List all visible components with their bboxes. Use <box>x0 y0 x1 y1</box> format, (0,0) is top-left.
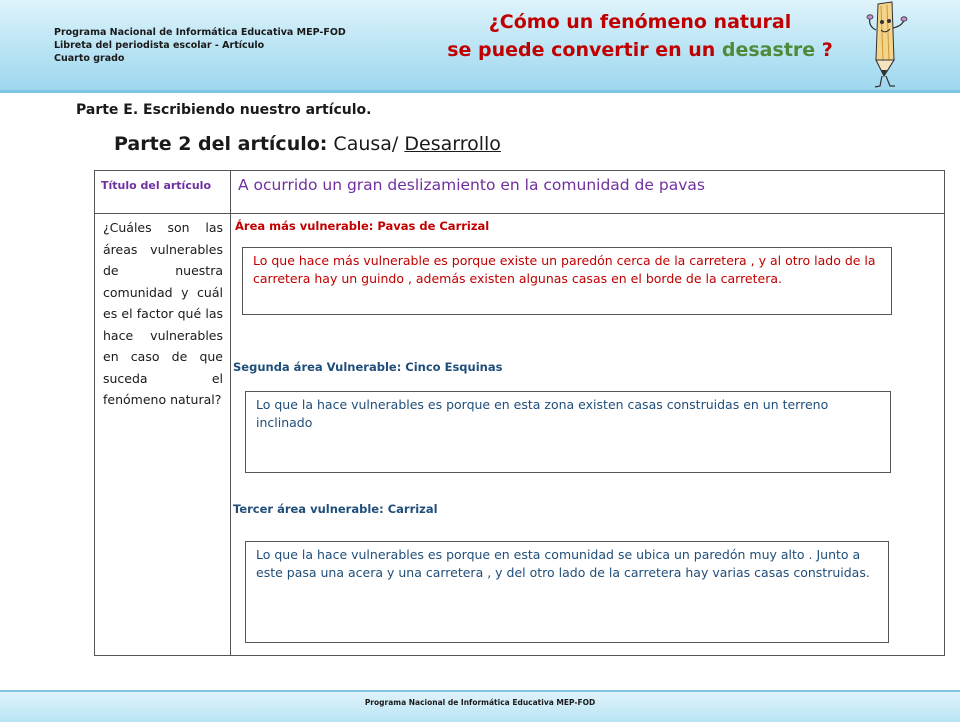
title-highlight: desastre <box>721 39 816 61</box>
page-title <box>440 8 840 64</box>
title-line-2 <box>440 36 840 64</box>
area-3-label: Tercer área vulnerable: Carrizal <box>233 502 438 516</box>
article-table <box>94 170 945 656</box>
article-title-value: A ocurrido un gran deslizamiento en la comunidad de pavas <box>238 176 705 194</box>
program-line: Programa Nacional de Informática Educativa MEP-FOD <box>54 27 346 38</box>
footer-text: Programa Nacional de Informática Educativa MEP-FOD <box>364 698 596 707</box>
header-program-info <box>54 26 346 65</box>
article-title-label: Título del artículo <box>101 179 212 192</box>
area-2-text-box: Lo que la hace vulnerables es porque en esta zona existen casas construidas en un terreno inclinado <box>245 391 891 473</box>
title-line-2-prefix: se puede convertir en un <box>447 39 722 61</box>
area-1-label: Área más vulnerable: Pavas de Carrizal <box>235 219 490 233</box>
vulnerable-areas-question: ¿Cuáles son las áreas vulnerables de nuestra comunidad y cuál es el factor qué las hace vulnerables en caso de que suceda el fenómeno natural? <box>103 220 223 407</box>
title-line-1: ¿Cómo un fenómeno natural <box>488 11 792 33</box>
header-band <box>0 0 960 93</box>
pencil-character-icon <box>862 0 912 90</box>
table-divider-horizontal <box>95 213 944 214</box>
section-heading-bold: Parte 2 del artículo: <box>114 133 328 155</box>
section-heading-underlined: Desarrollo <box>404 133 501 155</box>
section-heading-normal: Causa/ <box>327 133 405 155</box>
grade-line: Cuarto grado <box>54 53 125 64</box>
title-line-2-suffix: ? <box>815 39 833 61</box>
table-divider-vertical <box>230 171 231 655</box>
area-1-text-box: Lo que hace más vulnerable es porque existe un paredón cerca de la carretera , y al otro lado de la carretera hay un guindo , además existen algunas casas en el borde de la carretera. <box>242 247 892 315</box>
notebook-line: Libreta del periodista escolar - Artículo <box>54 40 265 51</box>
area-3-text-box: Lo que la hace vulnerables es porque en esta comunidad se ubica un paredón muy alto . Junto a este pasa una acera y una carretera , y del otro lado de la carretera hay varias casas construidas. <box>245 541 889 643</box>
part-label: Parte E. Escribiendo nuestro artículo. <box>76 102 372 118</box>
footer-band <box>0 690 960 722</box>
section-heading <box>114 133 501 155</box>
area-2-label: Segunda área Vulnerable: Cinco Esquinas <box>233 360 503 374</box>
